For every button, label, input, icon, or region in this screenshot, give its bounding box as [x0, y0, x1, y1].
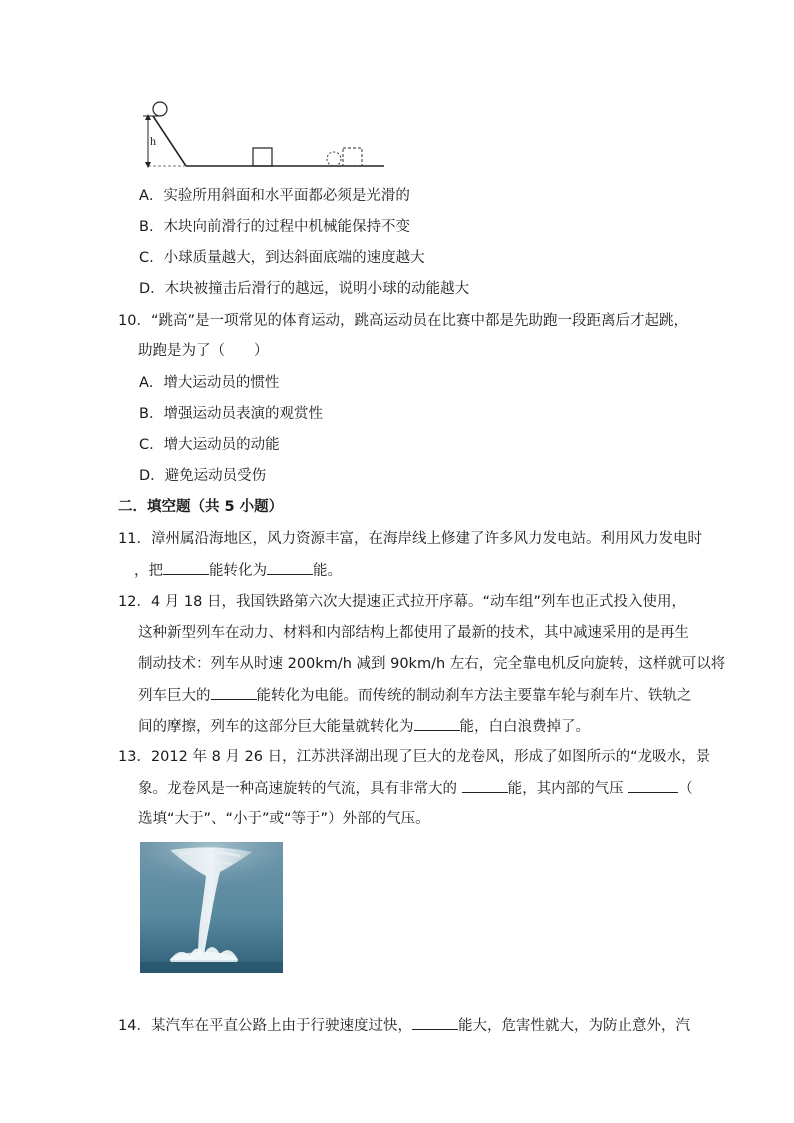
- question-10: [118, 311, 698, 491]
- answer-blank[interactable]: [211, 685, 257, 700]
- answer-blank[interactable]: [163, 560, 209, 575]
- answer-blank[interactable]: [267, 560, 313, 575]
- q10-option-b: B．增强运动员表演的观赏性: [139, 406, 323, 422]
- q9-option-c: C．小球质量越大，到达斜面底端的速度越大: [139, 250, 425, 266]
- tornado-image: [140, 842, 283, 973]
- ball: [153, 102, 167, 116]
- q12-stem-line1: 12．4 月 18 日，我国铁路第六次大提速正式拉开序幕。“动车组”列车也正式投入使用，: [118, 594, 686, 610]
- q13-stem-line3: 选填“大于”、“小于”或“等于”）外部的气压。: [138, 811, 430, 827]
- section-title: 二．填空题（共 5 小题）: [118, 499, 284, 515]
- q10-option-c: C．增大运动员的动能: [139, 437, 280, 453]
- question-14: 14．某汽车在平直公路上由于行驶速度过快， 能大，危害性就大，为防止意外，汽: [118, 1015, 690, 1036]
- q13-stem-line2: 象。龙卷风是一种高速旋转的气流，具有非常大的 能，其内部的气压 （: [138, 778, 693, 799]
- q10-option-d: D．避免运动员受伤: [139, 468, 267, 484]
- incline-line: [153, 116, 186, 166]
- answer-blank[interactable]: [414, 716, 460, 731]
- q12-stem-line5: 间的摩擦，列车的这部分巨大能量就转化为 能，白白浪费掉了。: [138, 716, 590, 737]
- q12-stem-line2: 这种新型列车在动力、材料和内部结构上都使用了最新的技术，其中减速采用的是再生: [138, 625, 689, 641]
- answer-blank[interactable]: [628, 778, 678, 793]
- q10-option-a: A．增大运动员的惯性: [139, 375, 280, 391]
- incline-figure: [136, 98, 396, 170]
- q9-option-b: B．木块向前滑行的过程中机械能保持不变: [139, 219, 410, 235]
- q9-option-d: D．木块被撞击后滑行的越远，说明小球的动能越大: [139, 281, 470, 297]
- question-11: [118, 529, 702, 589]
- q11-stem-line2: ，把 能转化为 能。: [134, 560, 342, 581]
- q10-stem-line2: 助跑是为了（ ）: [138, 343, 269, 359]
- q9-options: [139, 186, 699, 306]
- q10-stem-line1: 10．“跳高”是一项常见的体育运动，跳高运动员在比赛中都是先助跑一段距离后才起跳，: [118, 313, 688, 329]
- answer-blank[interactable]: [462, 778, 508, 793]
- q9-option-a: A．实验所用斜面和水平面都必须是光滑的: [139, 188, 410, 204]
- q13-stem-line1: 13．2012 年 8 月 26 日，江苏洪泽湖出现了巨大的龙卷风，形成了如图所示的“龙吸水，景: [118, 749, 711, 765]
- q12-stem-line3: 制动技术：列车从时速 200km/h 减到 90km/h 左右，完全靠电机反向旋转，这样就可以将: [138, 656, 726, 672]
- block: [253, 148, 272, 166]
- question-12: [118, 592, 726, 752]
- answer-blank[interactable]: [412, 1015, 458, 1030]
- question-13: [118, 747, 711, 837]
- ball-dashed: [327, 152, 341, 166]
- q11-stem-line1: 11．漳州属沿海地区，风力资源丰富，在海岸线上修建了许多风力发电站。利用风力发电时: [118, 531, 702, 547]
- q12-stem-line4: 列车巨大的 能转化为电能。而传统的制动刹车方法主要靠车轮与刹车片、铁轨之: [138, 685, 692, 706]
- block-dashed: [343, 148, 362, 166]
- height-label: h: [150, 134, 156, 148]
